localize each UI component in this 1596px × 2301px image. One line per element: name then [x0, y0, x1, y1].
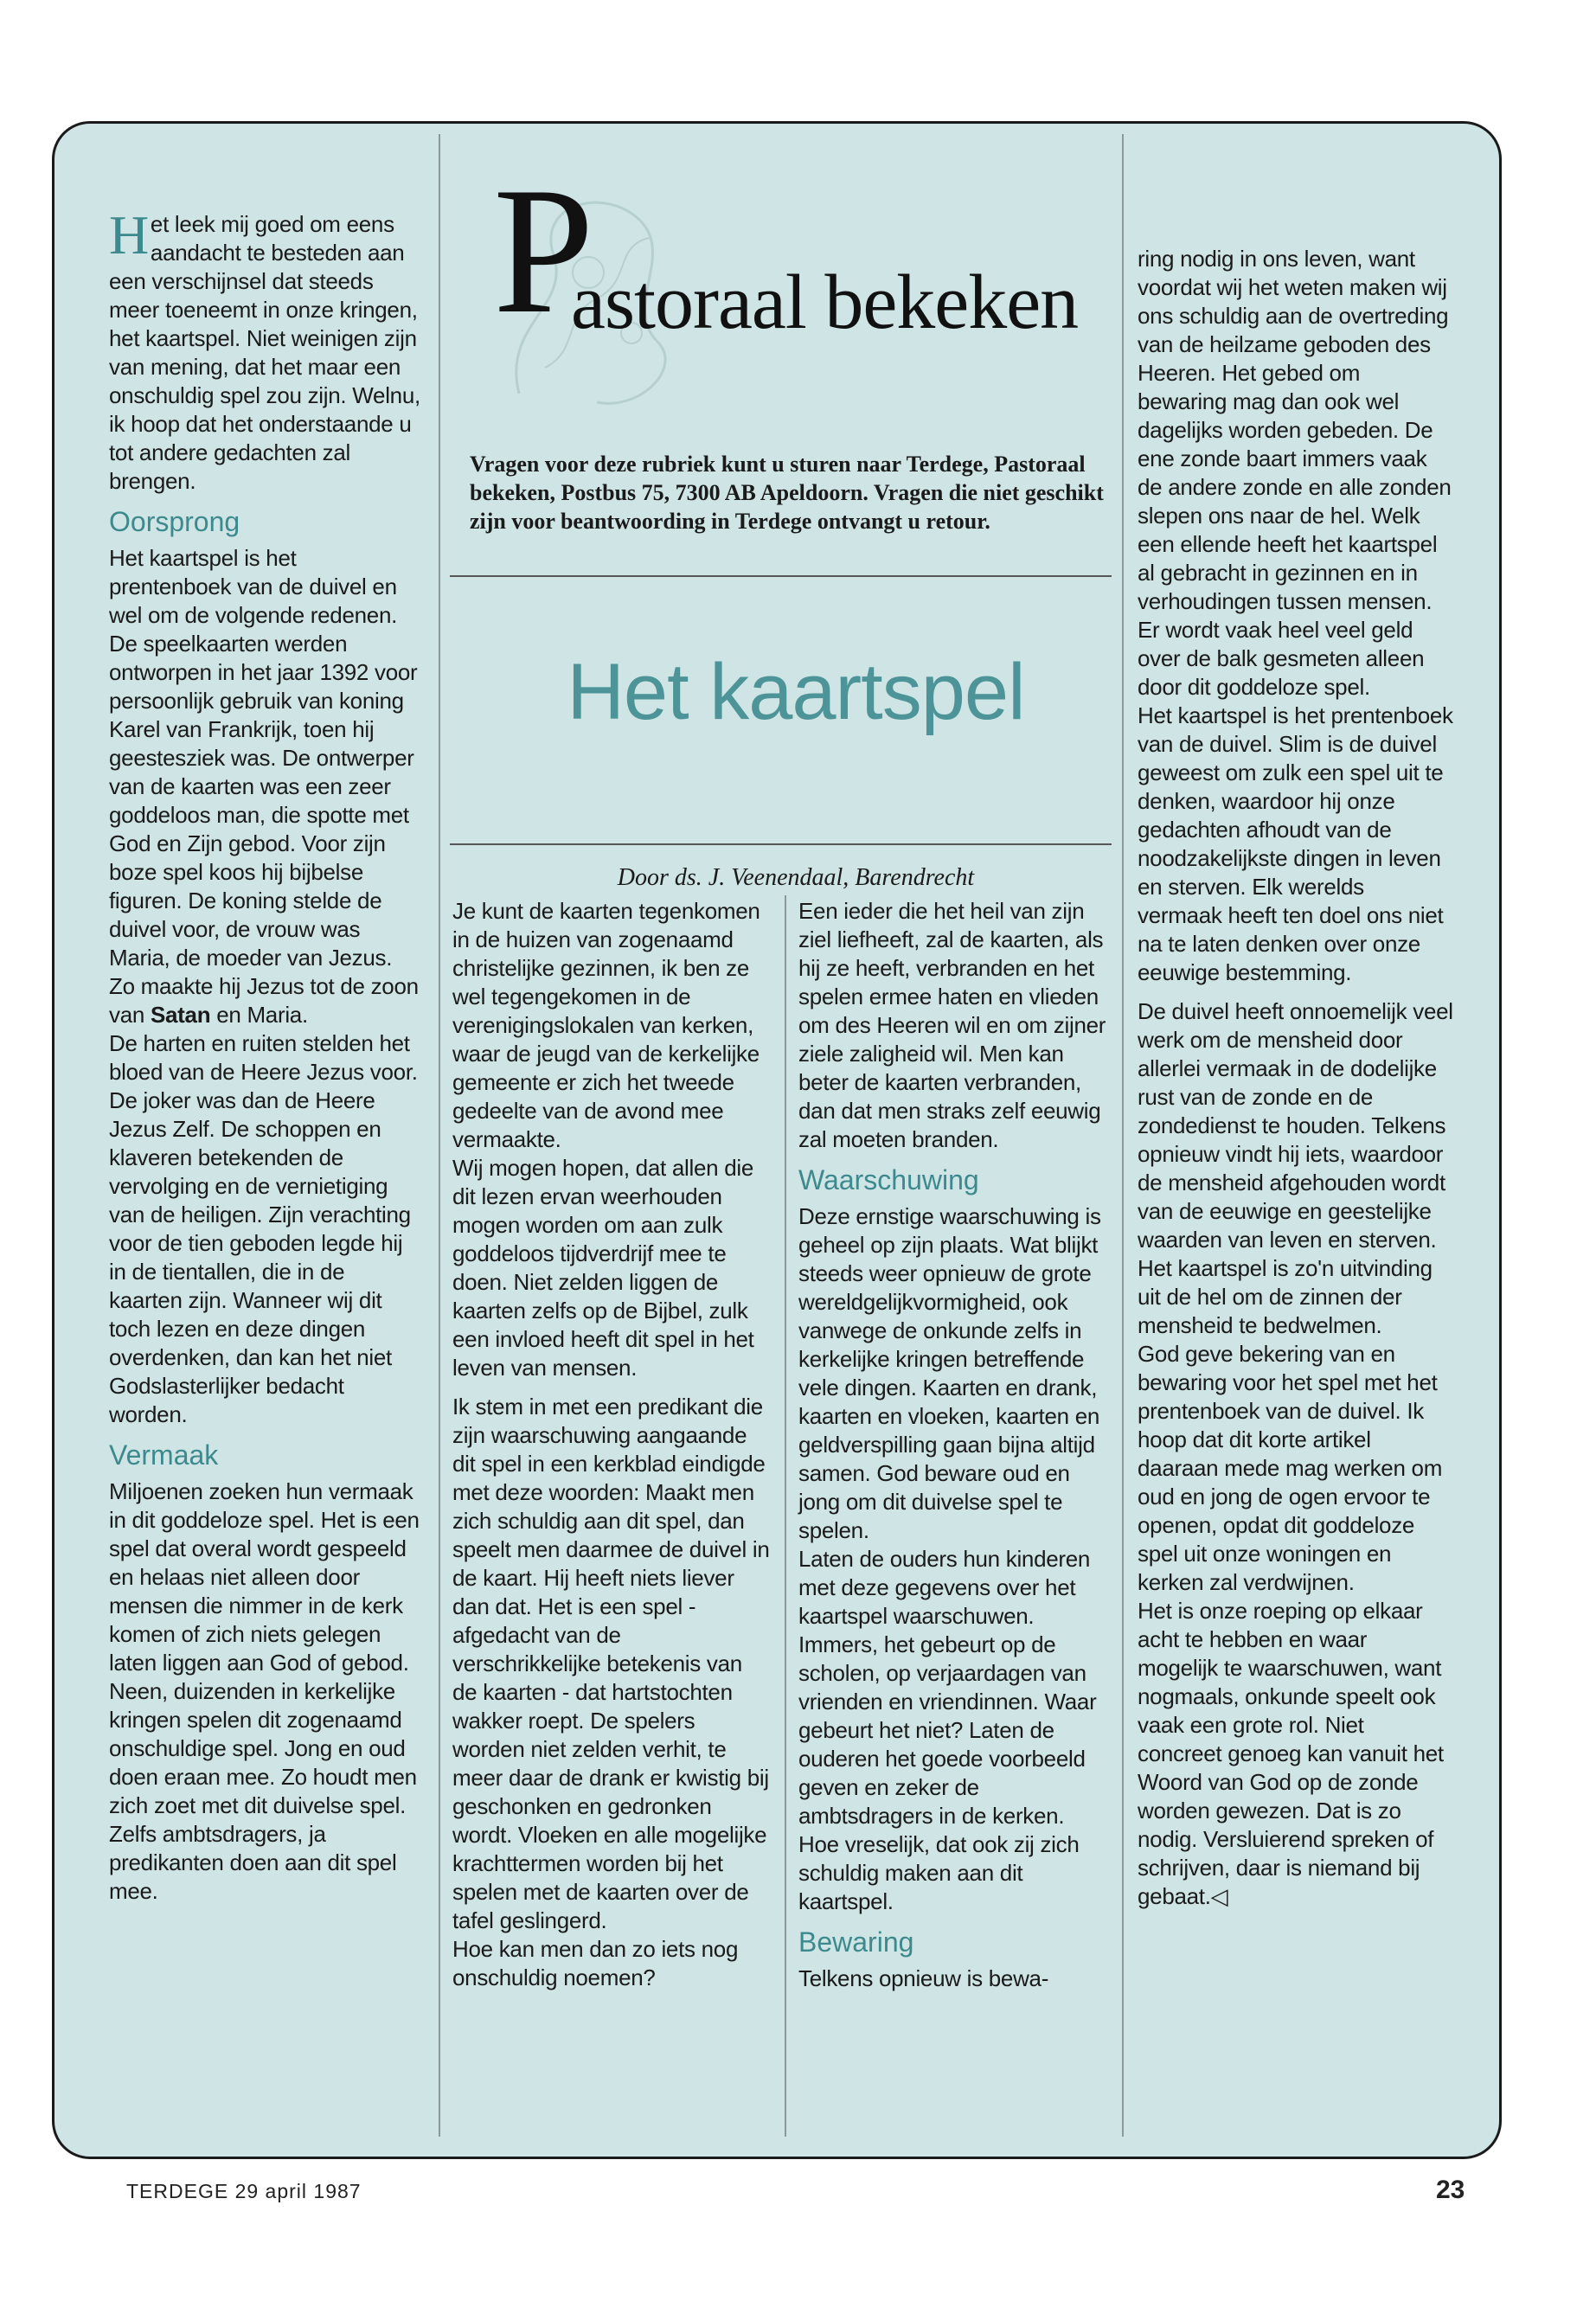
paragraph: Ik stem in met een predikant die zijn waarschuwing aangaande dit spel in een kerkblad eindigde met deze woorden: Maakt men zich schuldig aan dit spel, dan speelt men daarmee de duivel in de kaart. Hij heeft niets liever dan dat. Het is een spel - afgedacht van de verschrikkelijke betekenis van de kaarten - dat hartstochten wakker roept. De spelers worden niet zelden verhit, te meer daar de drank er kwistig bij geschonken en gedronken wordt. Vloeken en alle mogelijke krachttermen worden bij het spelen met de kaarten over de tafel geslingerd. — [452, 1394, 770, 1933]
paragraph: Wij mogen hopen, dat allen die dit lezen ervan weerhouden mogen worden om aan zulk goddeloos tijdverdrijf mee te doen. Niet zelden liggen de kaarten zelfs op de Bijbel, zulk een invloed heeft dit spel in het leven van mensen. — [452, 1155, 754, 1381]
paragraph: Het kaartspel is het prentenboek van de duivel en wel om de volgende redenen. De speelkaarten werden ontworpen in het jaar 1392 voor persoonlijk gebruik van koning Karel van Frankrijk, toen hij geestesziek was. De ontwerper van de kaarten was een zeer goddeloos man, die spotte met God en Zijn gebod. Voor zijn boze spel koos hij bijbelse figuren. De koning stelde de duivel voor, de vrouw was Maria, de moeder van Jezus. Zo maakte hij Jezus tot de zoon van Satan en Maria. — [109, 545, 419, 1028]
paragraph: Miljoenen zoeken hun vermaak in dit goddeloze spel. Het is een spel dat overal wordt gespeeld en helaas niet alleen door mensen die nimmer in de kerk komen of zich niets gelegen laten liggen aan God of gebod. Neen, duizenden in kerkelijke kringen spelen dit zogenaamd onschuldige spel. Jong en oud doen eraan mee. Zo houdt men zich zoet met dit duivelse spel. Zelfs ambtsdragers, ja predikanten doen aan dit spel mee. — [109, 1478, 420, 1904]
end-mark-icon: ◁ — [1210, 1883, 1228, 1909]
column-divider — [1122, 134, 1124, 2137]
column-masthead — [467, 151, 1125, 411]
article-title: Het kaartspel — [567, 648, 1025, 736]
intro-paragraph: Het leek mij goed om eens aandacht te besteden aan een verschijnsel dat steeds meer toeneemt in onze kringen, het kaartspel. Niet weinigen zijn van mening, dat het maar een onschuldig spel zou zijn. Welnu, ik hoop dat het onderstaande u tot andere gedachten zal brengen. — [109, 204, 420, 494]
intro-note: Vragen voor deze rubriek kunt u sturen naar Terdege, Pastoraal bekeken, Postbus 75, 7300 AB Apeldoorn. Vragen die niet geschikt zijn voor beantwoording in Terdege ontvangt u retour. — [470, 452, 1104, 534]
masthead-initial: P — [493, 151, 594, 351]
subheading-oorsprong: Oorsprong — [109, 506, 240, 537]
paragraph: Het is onze roeping op elkaar acht te hebben en waar mogelijk te waarschuwen, want nogmaals, onkunde speelt ook vaak een grote rol. Niet concreet genoeg kan vanuit het Woord van God op de zonde worden gewezen. Dat is zo nodig. Versluierend spreken of schrijven, daar is niemand bij gebaat.◁ — [1138, 1598, 1444, 1909]
paragraph: Telkens opnieuw is bewa- — [798, 1965, 1049, 1991]
article-byline: Door ds. J. Veenendaal, Barendrecht — [617, 864, 975, 891]
subheading-vermaak: Vermaak — [109, 1439, 219, 1471]
paragraph: Hoe kan men dan zo iets nog onschuldig noemen? — [452, 1936, 739, 1990]
column-divider — [439, 134, 440, 2137]
paragraph: Het kaartspel is het prentenboek van de duivel. Slim is de duivel geweest om zulk een spel uit te denken, waardoor hij onze gedachten afhoudt van de noodzakelijkste dingen in leven en sterven. Elk werelds vermaak heeft ten doel ons niet na te laten denken over onze eeuwige bestemming. — [1138, 702, 1453, 985]
paragraph: Een ieder die het heil van zijn ziel liefheeft, zal de kaarten, als hij ze heeft, verbranden en het spelen ermee haten en vlieden om des Heeren wil en om zijner ziele zaligheid wil. Men kan beter de kaarten verbranden, dan dat men straks zelf eeuwig zal moeten branden. — [798, 898, 1106, 1152]
paragraph: ring nodig in ons leven, want voordat wij het weten maken wij ons schuldig aan de overtreding van de heilzame geboden des Heeren. Het gebed om bewaring mag dan ook wel dagelijks worden gebeden. De ene zonde baart immers vaak de andere zonde en alle zonden slepen ons naar de hel. Welk een ellende heeft het kaartspel al gebracht in gezinnen en in verhoudingen tussen mensen. Er wordt vaak heel veel geld over de balk gesmeten alleen door dit goddeloze spel. — [1138, 246, 1452, 700]
subheading-bewaring: Bewaring — [798, 1926, 914, 1958]
page-number: 23 — [1436, 2176, 1465, 2204]
paragraph: De duivel heeft onnoemelijk veel werk om de mensheid door allerlei vermaak in de dodelijke rust van de zonde en de zondedienst te houden. Telkens opnieuw vindt hij iets, waardoor de mensheid afgehouden wordt van de eeuwige en geestelijke waarden van leven en sterven. Het kaartspel is zo'n uitvinding uit de hel om de zinnen der mensheid te bedwelmen. — [1138, 998, 1453, 1338]
text-column-1 — [109, 204, 420, 1906]
paragraph: God geve bekering van en bewaring voor het spel met het prentenboek van de duivel. Ik hoop dat dit korte artikel daaraan mede mag werken om oud en jong de ogen ervoor te openen, opdat dit goddeloze spel uit onze woningen en kerken zal verdwijnen. — [1138, 1341, 1443, 1595]
text-column-2 — [452, 897, 772, 1992]
paragraph: Deze ernstige waarschuwing is geheel op zijn plaats. Wat blijkt steeds weer opnieuw de grote wereldgelijkvormigheid, ook vanwege de onkunde zelfs in kerkelijke kringen betreffende vele dingen. Kaarten en drank, kaarten en vloeken, kaarten en geldverspilling gaan bijna altijd samen. God beware oud en jong om dit duivelse spel te spelen. — [798, 1203, 1101, 1543]
subheading-waarschuwing: Waarschuwing — [798, 1164, 979, 1195]
text-column-3 — [798, 897, 1110, 1993]
paragraph: Laten de ouders hun kinderen met deze gegevens over het kaartspel waarschuwen. Immers, het gebeurt op de scholen, op verjaardagen van vrienden en vriendinnen. Waar gebeurt het niet? Laten de ouderen het goede voorbeeld geven en zeker de ambtsdragers in de kerken. Hoe vreselijk, dat ook zij zich schuldig maken aan dit kaartspel. — [798, 1546, 1097, 1914]
footer-publication: TERDEGE 29 april 1987 — [126, 2180, 362, 2202]
magazine-page — [17, 13, 1596, 2288]
section-rule — [450, 575, 1112, 577]
paragraph: Je kunt de kaarten tegenkomen in de huizen van zogenaamd christelijke gezinnen, ik ben ze wel tegengekomen in de verenigingslokalen van kerken, waar de jeugd van de kerkelijke gemeente er zich het tweede gedeelte van de avond mee vermaakte. — [452, 898, 760, 1152]
section-rule — [450, 843, 1112, 845]
drop-cap: H — [109, 204, 149, 266]
column-divider — [785, 895, 786, 2137]
masthead-title: astoraal bekeken — [571, 260, 1079, 345]
paragraph: De harten en ruiten stelden het bloed van de Heere Jezus voor. De joker was dan de Heere Jezus Zelf. De schoppen en klaveren betekenden de vervolging en de vernietiging van de heiligen. Zijn verachting voor de tien geboden legde hij in de tientallen, die in de kaarten zijn. Wanneer wij dit toch lezen en deze dingen overdenken, dan kan het niet Godslasterlijker bedacht worden. — [109, 1030, 418, 1427]
text-column-4 — [1138, 245, 1453, 1911]
